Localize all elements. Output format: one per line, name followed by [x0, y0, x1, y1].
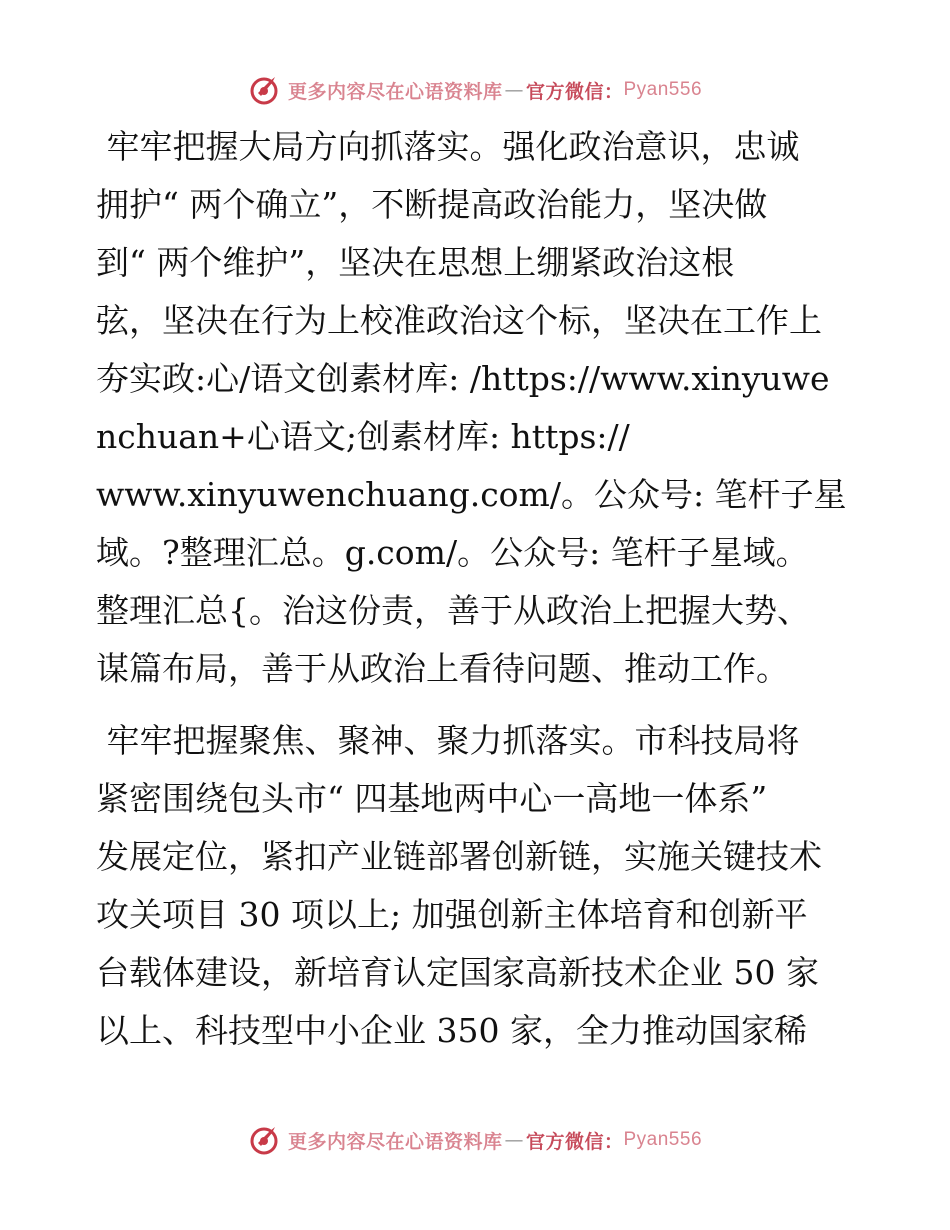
logo-icon — [248, 73, 282, 107]
paragraph-gap — [96, 698, 856, 712]
banner-separator: — — [504, 79, 524, 101]
paragraph-2 — [96, 712, 856, 1060]
banner-text: 更多内容尽在心语资料库 — [287, 80, 503, 103]
text-line: 牢牢把握大局方向抓落实。强化政治意识，忠诚 — [96, 127, 800, 166]
paragraph-1 — [96, 118, 856, 698]
text-line: nchuan+心语文;创素材库: https:// — [96, 417, 630, 456]
document-body — [96, 118, 856, 1060]
text-line: 牢牢把握聚焦、聚神、聚力抓落实。市科技局将 — [96, 721, 800, 760]
text-line: 以上、科技型中小企业 350 家，全力推动国家稀 — [96, 1011, 807, 1050]
logo-icon — [248, 1123, 282, 1157]
banner-wechat-id: Pyan556 — [623, 1129, 703, 1150]
text-line: 夯实政:心/语文创素材库: /https://www.xinyuwe — [96, 359, 830, 398]
text-line: 拥护“ 两个确立”，不断提高政治能力，坚决做 — [96, 185, 768, 224]
banner-label: 官方微信： — [525, 80, 624, 103]
text-line: 台载体建设，新培育认定国家高新技术企业 50 家 — [96, 953, 819, 992]
text-line: www.xinyuwenchuang.com/。公众号: 笔杆子星 — [96, 475, 847, 514]
banner-separator: — — [504, 1129, 524, 1151]
text-line: 域。?整理汇总。g.com/。公众号: 笔杆子星域。 — [96, 533, 809, 572]
text-line: 谋篇布局，善于从政治上看待问题、推动工作。 — [96, 649, 789, 688]
text-line: 整理汇总{。治这份责，善于从政治上把握大势、 — [96, 591, 810, 630]
text-line: 攻关项目 30 项以上; 加强创新主体培育和创新平 — [96, 895, 808, 934]
banner-label: 官方微信： — [525, 1130, 624, 1153]
footer-watermark-banner — [0, 1120, 950, 1160]
text-line: 弦，坚决在行为上校准政治这个标，坚决在工作上 — [96, 301, 822, 340]
banner-wechat-id: Pyan556 — [623, 79, 703, 100]
banner-text: 更多内容尽在心语资料库 — [287, 1130, 503, 1153]
text-line: 紧密围绕包头市“ 四基地两中心一高地一体系” — [96, 779, 768, 818]
text-line: 发展定位，紧扣产业链部署创新链，实施关键技术 — [96, 837, 822, 876]
text-line: 到“ 两个维护”，坚决在思想上绷紧政治这根 — [96, 243, 735, 282]
header-watermark-banner — [0, 70, 950, 110]
